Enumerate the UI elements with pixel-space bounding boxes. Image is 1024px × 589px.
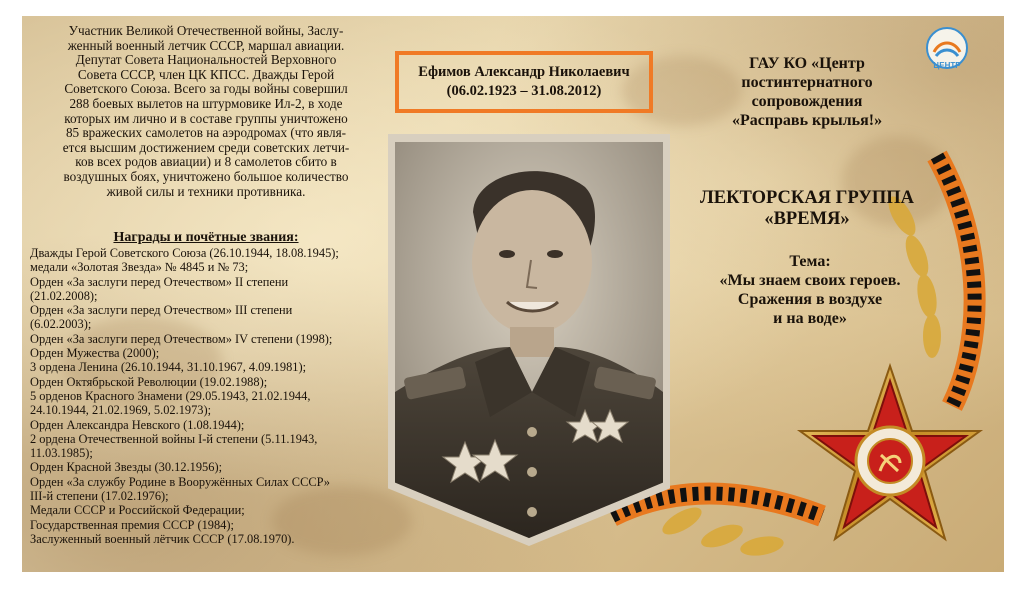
organization-line: постинтернатного <box>741 74 873 91</box>
logo-text: ЦЕНТР <box>933 61 961 70</box>
award-item: Заслуженный военный лётчик СССР (17.08.1970). <box>30 531 295 546</box>
organization-line: «Расправь крылья!» <box>731 112 883 129</box>
award-item: Орден Октябрьской Революции (19.02.1988); <box>30 374 268 389</box>
award-item: Орден «За заслуги перед Отечеством» II степени <box>30 274 289 289</box>
award-item: III-й степени (17.02.1976); <box>30 489 169 504</box>
biography-line: ется высшим достижением среди советских летчи- <box>62 139 350 155</box>
award-item: 5 орденов Красного Знамени (29.05.1943, 21.02.1944, <box>30 388 311 403</box>
theme-line: «Мы знаем своих героев. <box>719 272 901 289</box>
organization-line: ГАУ КО «Центр <box>749 55 865 72</box>
award-item: Орден Красной Звезды (30.12.1956); <box>30 460 223 475</box>
portrait-illustration <box>395 142 663 538</box>
award-item: (21.02.2008); <box>30 288 98 303</box>
theme-block <box>690 252 930 328</box>
award-item: 24.10.1944, 21.02.1969, 5.02.1973); <box>30 403 212 418</box>
award-item: 3 ордена Ленина (26.10.1944, 31.10.1967, 4.09.1981); <box>30 360 307 375</box>
biography-line: женный военный летчик СССР, маршал авиации. <box>67 37 345 53</box>
person-dates: (06.02.1923 – 31.08.2012) <box>446 83 602 99</box>
award-item: 2 ордена Отечественной войны I-й степени (5.11.1943, <box>30 431 318 446</box>
theme-line: Сражения в воздухе <box>737 291 883 308</box>
award-item: Орден «За заслуги перед Отечеством» III степени <box>30 303 293 318</box>
theme-line: Тема: <box>789 253 831 270</box>
biography-line: Советского Союза. Всего за годы войны совершил <box>64 81 348 97</box>
biography-line: воздушных боях, уничтожено большое количество <box>63 168 349 184</box>
portrait-frame <box>388 134 670 546</box>
lecture-line: ЛЕКТОРСКАЯ ГРУППА <box>700 188 914 208</box>
award-item: Орден «За заслуги перед Отечеством» IV степени (1998); <box>30 331 333 346</box>
biography-line: ков всех родов авиации) и 8 самолетов сбито в <box>75 154 337 170</box>
award-item: Государственная премия СССР (1984); <box>30 517 234 532</box>
awards-heading: Награды и почётные звания: <box>113 230 299 245</box>
biography-line: 85 вражеских самолетов на аэродромах (что явля- <box>65 125 347 141</box>
award-item: (6.02.2003); <box>30 317 92 332</box>
person-name: Ефимов Александр Николаевич <box>418 64 630 80</box>
theme-line: и на воде» <box>773 310 847 327</box>
award-item: медали «Золотая Звезда» № 4845 и № 73; <box>30 260 249 275</box>
poster-sheet <box>22 16 1004 572</box>
organization-line: сопровождения <box>751 93 863 110</box>
award-item: 11.03.1985); <box>30 446 93 461</box>
award-item: Орден «За службу Родине в Вооружённых Силах СССР» <box>30 474 330 489</box>
biography-line: Депутат Совета Национальностей Верховного <box>75 52 337 68</box>
biography-line: 288 боевых вылетов на штурмовике Ил-2, в ходе <box>69 95 343 111</box>
portrait-photo <box>395 142 663 538</box>
award-item: Орден Александра Невского (1.08.1944); <box>30 417 245 432</box>
lecture-group-title <box>662 188 952 230</box>
award-item: Орден Мужества (2000); <box>30 346 160 361</box>
biography-line: Участник Великой Отечественной войны, Заслу- <box>68 23 344 38</box>
biography-line: живой силы и техники противника. <box>106 183 306 199</box>
lecture-line: «ВРЕМЯ» <box>764 209 850 229</box>
organization-title <box>682 54 932 130</box>
award-item: Дважды Герой Советского Союза (26.10.1944, 18.08.1945); <box>30 246 339 260</box>
award-item: Медали СССР и Российской Федерации; <box>30 503 245 518</box>
biography-line: Совета СССР, член ЦК КПСС. Дважды Герой <box>77 66 335 82</box>
biography-line: которых им лично и в составе группы уничтожено <box>64 110 348 126</box>
